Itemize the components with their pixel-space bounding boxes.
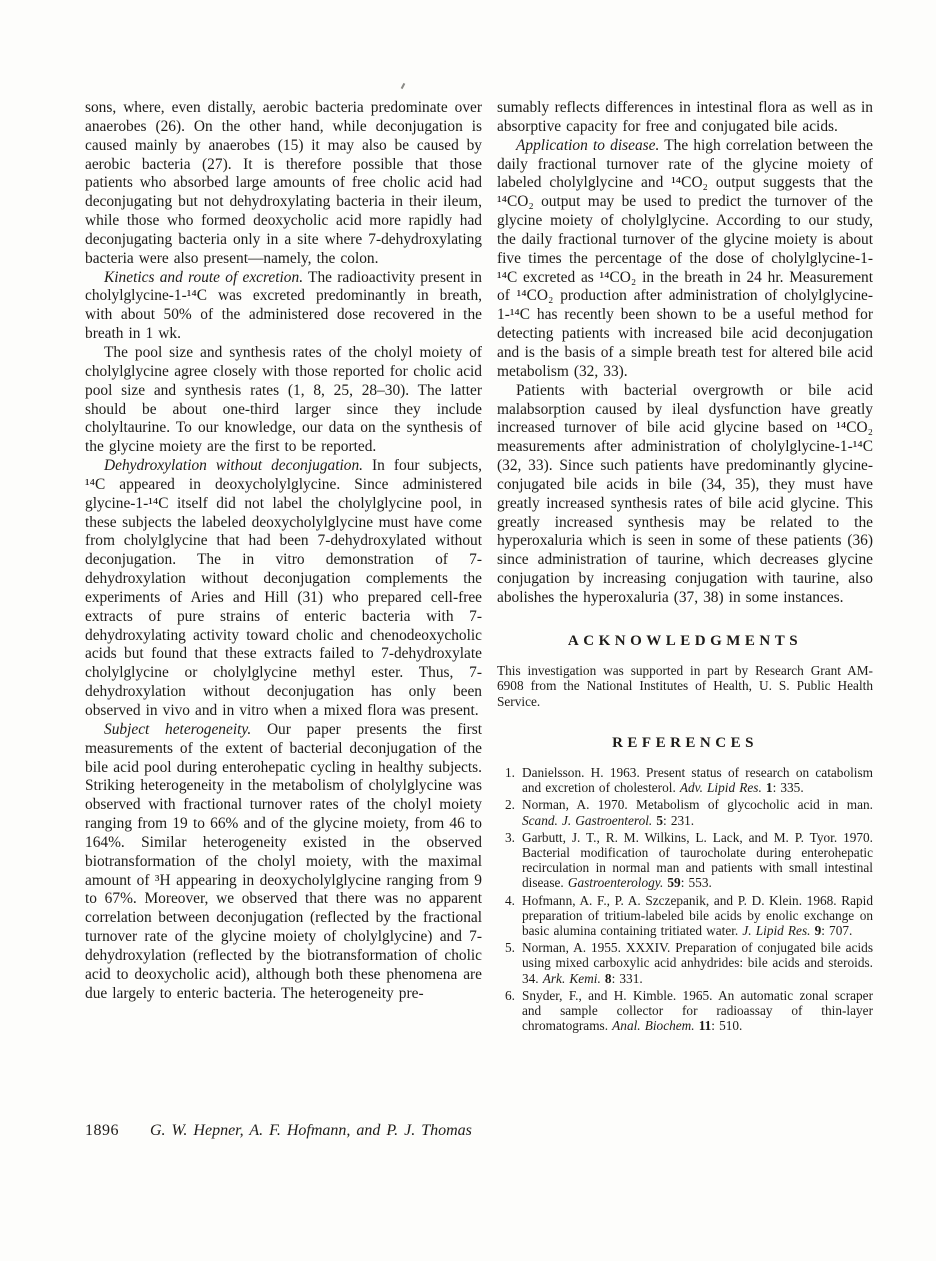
reference-item [497,893,873,939]
body-paragraph: Patients with bacterial overgrowth or bile acid malabsorption caused by ileal dysfunction have greatly increased turnover of bile acid glycine based on ¹⁴CO₂ measurements after administration of cholylglycine-1-¹⁴C (32, 33). Since such patients have predominantly glycine-conjugated bile acids in bile (34, 35), they must have greatly increased synthesis rates of bile acid glycine. This greatly increased synthesis may be related to the hyperoxaluria which is seen in some of these patients (36) since administration of taurine, which decreases glycine conjugation by increasing conjugation with taurine, also abolishes the hyperoxaluria (37, 38) in some instances. [497,381,873,606]
reference-number: 1. [505,764,515,780]
reference-item [497,940,873,986]
running-authors: G. W. Hepner, A. F. Hofmann, and P. J. Thomas [150,1122,472,1139]
page-number: 1896 [85,1122,119,1139]
reference-text: Snyder, F., and H. Kimble. 1965. An automatic zonal scraper and sample collector for radioassay of thin-layer chromatograms. Anal. Biochem. 11: 510. [522,987,873,1034]
body-paragraph: Dehydroxylation without deconjugation. In four subjects, ¹⁴C appeared in deoxycholylglycine. Since administered glycine-1-¹⁴C itself did not label the cholylglycine pool, in these subjects the labeled deoxycholylglycine must have come from cholylglycine that had been 7-dehydroxylated without deconjugation. The in vitro demonstration of 7-dehydroxylation without deconjugation complements the experiments of Aries and Hill (31) who prepared cell-free extracts of pure strains of enteric bacteria with 7-dehydroxylating activity toward cholic and chenodeoxycholic acids but found that these extracts failed to 7-dehydroxylate cholylglycine or cholylglycine methyl ester. Thus, 7-dehydroxylation without deconjugation has only been observed in vivo and in vitro when a mixed flora was present. [85,457,482,719]
body-paragraph: Kinetics and route of excretion. The radioactivity present in cholylglycine-1-¹⁴C was excreted predominantly in breath, with about 50% of the administered dose recovered in the breath in 1 wk. [85,268,482,343]
references-list [497,765,873,1033]
body-paragraph: Subject heterogeneity. Our paper presents the first measurements of the extent of bacterial deconjugation of the bile acid pool during enterohepatic cycling in healthy subjects. Striking heterogeneity in the metabolism of cholylglycine was observed with fractional turnover rates of the cholyl moiety ranging from 19 to 66% and of the glycine moiety, from 46 to 164%. Similar heterogeneity existed in the observed biotransformation of the cholyl moiety, with the maximal amount of ³H appearing in deoxycholylglycine ranging from 9 to 67%. Moreover, we observed that there was no apparent correlation between deconjugation (reflected by the fractional turnover rate of the glycine moiety of cholylglycine) and 7-dehydroxylation (reflected by the biotransformation of cholic acid to deoxycholic acid), although both these phenomena are due largely to enteric bacteria. The heterogeneity pre- [85,720,482,1002]
left-column [85,99,482,1004]
reference-number: 6. [505,987,515,1003]
reference-item [497,830,873,891]
acknowledgments-text: This investigation was supported in part by Research Grant AM-6908 from the National Institutes of Health, U. S. Public Health Service. [497,662,873,710]
acknowledgments-heading: ACKNOWLEDGMENTS [567,632,803,649]
reference-number: 5. [505,940,515,956]
reference-text: Norman, A. 1970. Metabolism of glycocholic acid in man. Scand. J. Gastroenterol. 5: 231. [522,797,873,828]
reference-text: Hofmann, A. F., P. A. Szczepanik, and P. D. Klein. 1968. Rapid preparation of tritium-labeled bile acids by enolic exchange on basic alumina containing tritiated water. J. Lipid Res. 9: 707. [522,892,873,938]
body-paragraph: sumably reflects differences in intestinal flora as well as in absorptive capacity for free and conjugated bile acids. [497,99,873,135]
reference-item [497,797,873,827]
reference-number: 4. [505,892,515,908]
reference-text: Garbutt, J. T., R. M. Wilkins, L. Lack, and M. P. Tyor. 1970. Bacterial modification of taurocholate during enterohepatic recirculation in normal man and patients with small intestinal disease. Gastroenterology. 59: 553. [522,829,873,891]
reference-number: 3. [505,829,515,845]
page-footer [85,1121,785,1141]
reference-number: 2. [505,797,515,813]
reference-item [497,765,873,795]
scan-speck-artifact [401,83,406,89]
reference-text: Norman, A. 1955. XXXIV. Preparation of conjugated bile acids using mixed carboxylic acid anhydrides: bile acids and steroids. 34. Ark. Kemi. 8: 331. [522,940,873,986]
right-column [497,99,873,1035]
references-heading: REFERENCES [612,734,758,751]
reference-text: Danielsson. H. 1963. Present status of research on catabolism and excretion of cholesterol. Adv. Lipid Res. 1: 335. [522,764,873,796]
body-paragraph: Application to disease. The high correlation between the daily fractional turnover rate of the glycine moiety of labeled cholylglycine and ¹⁴CO₂ output suggests that the ¹⁴CO₂ output may be used to predict the turnover of the glycine moiety of cholylglycine. According to our study, the daily fractional turnover of the glycine moiety is about five times the percentage of the dose of cholylglycine-1-¹⁴C excreted as ¹⁴CO₂ in the breath in 24 hr. Measurement of ¹⁴CO₂ production after administration of cholylglycine-1-¹⁴C has recently been shown to be a useful method for detecting patients with increased bile acid deconjugation and is the basis of a simple breath test for altered bile acid metabolism (32, 33). [497,136,873,380]
body-paragraph: The pool size and synthesis rates of the cholyl moiety of cholylglycine agree closely with those reported for cholic acid pool size and synthesis rates (1, 8, 25, 28–30). The latter should be about one-third larger since they include cholyltaurine. To our knowledge, our data on the synthesis of the glycine moiety are the first to be reported. [85,343,482,456]
body-paragraph: sons, where, even distally, aerobic bacteria predominate over anaerobes (26). On the other hand, while deconjugation is caused mainly by anaerobes (15) it may also be caused by aerobic bacteria (27). It is therefore possible that those patients who absorbed large amounts of free cholic acid had deconjugating but not dehydroxylating bacteria in their ileum, while those who formed deoxycholic acid more rapidly had deconjugating bacteria only in a site where 7-dehydroxylating bacteria were also present—namely, the colon. [85,99,482,267]
reference-item [497,988,873,1034]
